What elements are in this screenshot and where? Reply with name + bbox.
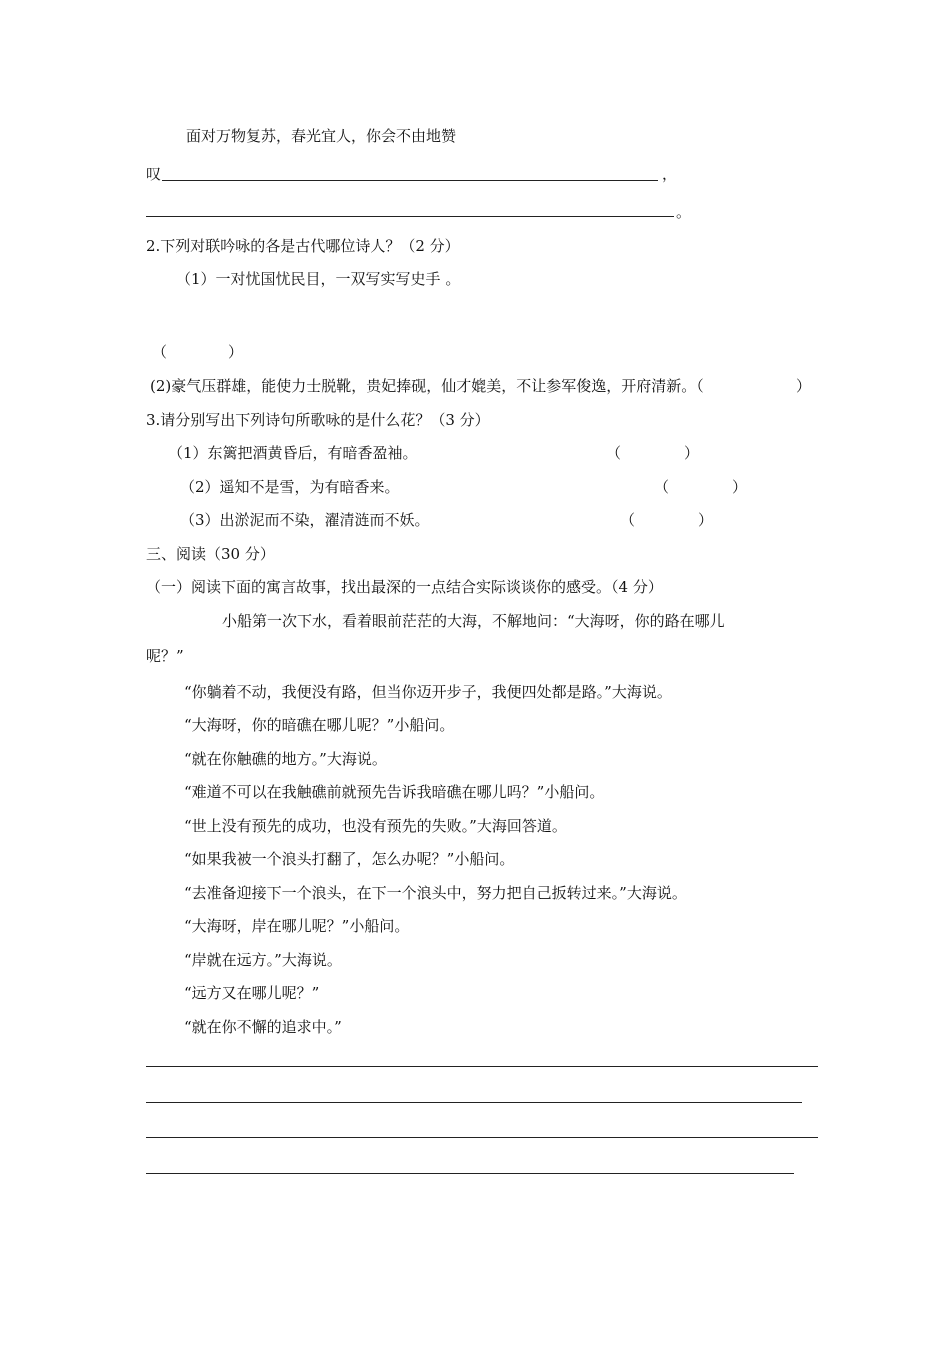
answer-paren-open: （ bbox=[606, 444, 622, 462]
answer-line[interactable] bbox=[146, 216, 674, 217]
answer-line[interactable] bbox=[146, 1102, 802, 1103]
story-line: “远方又在哪儿呢？” bbox=[184, 984, 320, 1002]
question-3-item-2: （2）遥知不是雪，为有暗香来。 bbox=[180, 478, 400, 496]
answer-paren-close: ） bbox=[732, 478, 748, 496]
answer-line[interactable] bbox=[146, 1173, 794, 1174]
answer-line[interactable] bbox=[162, 180, 658, 181]
story-line: “就在你触礁的地方。”大海说。 bbox=[184, 750, 387, 768]
story-line: “岸就在远方。”大海说。 bbox=[184, 951, 342, 969]
answer-paren-open: （ bbox=[654, 478, 670, 496]
section-3-title: 三、阅读（30 分） bbox=[146, 545, 275, 563]
question-2-item-2: (2)豪气压群雄，能使力士脱靴，贵妃捧砚，仙才媲美，不让参军俊逸，开府清新。（ bbox=[150, 377, 704, 395]
answer-paren-open: （ bbox=[152, 343, 168, 361]
story-line: “难道不可以在我触礁前就预先告诉我暗礁在哪儿吗？”小船问。 bbox=[184, 783, 605, 801]
question-2-title: 2.下列对联吟咏的各是古代哪位诗人？（2 分） bbox=[146, 237, 460, 255]
question-3-title: 3.请分别写出下列诗句所歌咏的是什么花？（3 分） bbox=[146, 411, 490, 429]
answer-paren-close: ） bbox=[228, 343, 244, 361]
intro-comma: ， bbox=[662, 165, 678, 183]
question-3-item-3: （3）出淤泥而不染，濯清涟而不妖。 bbox=[180, 511, 430, 529]
intro-prefix: 叹 bbox=[146, 165, 162, 183]
story-line: “世上没有预先的成功，也没有预先的失败。”大海回答道。 bbox=[184, 817, 567, 835]
story-line: “你躺着不动，我便没有路，但当你迈开步子，我便四处都是路。”大海说。 bbox=[184, 683, 672, 701]
answer-paren-open: （ bbox=[620, 511, 636, 529]
question-3-item-1: （1）东篱把酒黄昏后，有暗香盈袖。 bbox=[168, 444, 418, 462]
answer-paren-close: ） bbox=[698, 511, 714, 529]
section-3-sub-1: （一）阅读下面的寓言故事，找出最深的一点结合实际谈谈你的感受。（4 分） bbox=[146, 578, 663, 596]
story-paragraph-1: 小船第一次下水，看着眼前茫茫的大海，不解地问：“大海呀，你的路在哪儿 bbox=[222, 612, 725, 630]
answer-line[interactable] bbox=[146, 1137, 818, 1138]
story-paragraph-1-cont: 呢？” bbox=[146, 647, 184, 665]
intro-period: 。 bbox=[676, 203, 692, 221]
story-line: “就在你不懈的追求中。” bbox=[184, 1018, 342, 1036]
answer-line[interactable] bbox=[146, 1066, 818, 1067]
question-2-item-1: （1）一对忧国忧民目，一双写实写史手 。 bbox=[176, 270, 461, 288]
story-line: “如果我被一个浪头打翻了，怎么办呢？”小船问。 bbox=[184, 850, 515, 868]
intro-line: 面对万物复苏，春光宜人，你会不由地赞 bbox=[186, 127, 457, 145]
answer-paren-close: ） bbox=[796, 377, 812, 395]
story-line: “大海呀，你的暗礁在哪儿呢？”小船问。 bbox=[184, 716, 455, 734]
story-line: “大海呀，岸在哪儿呢？”小船问。 bbox=[184, 917, 410, 935]
story-line: “去准备迎接下一个浪头，在下一个浪头中，努力把自己扳转过来。”大海说。 bbox=[184, 884, 687, 902]
answer-paren-close: ） bbox=[684, 444, 700, 462]
